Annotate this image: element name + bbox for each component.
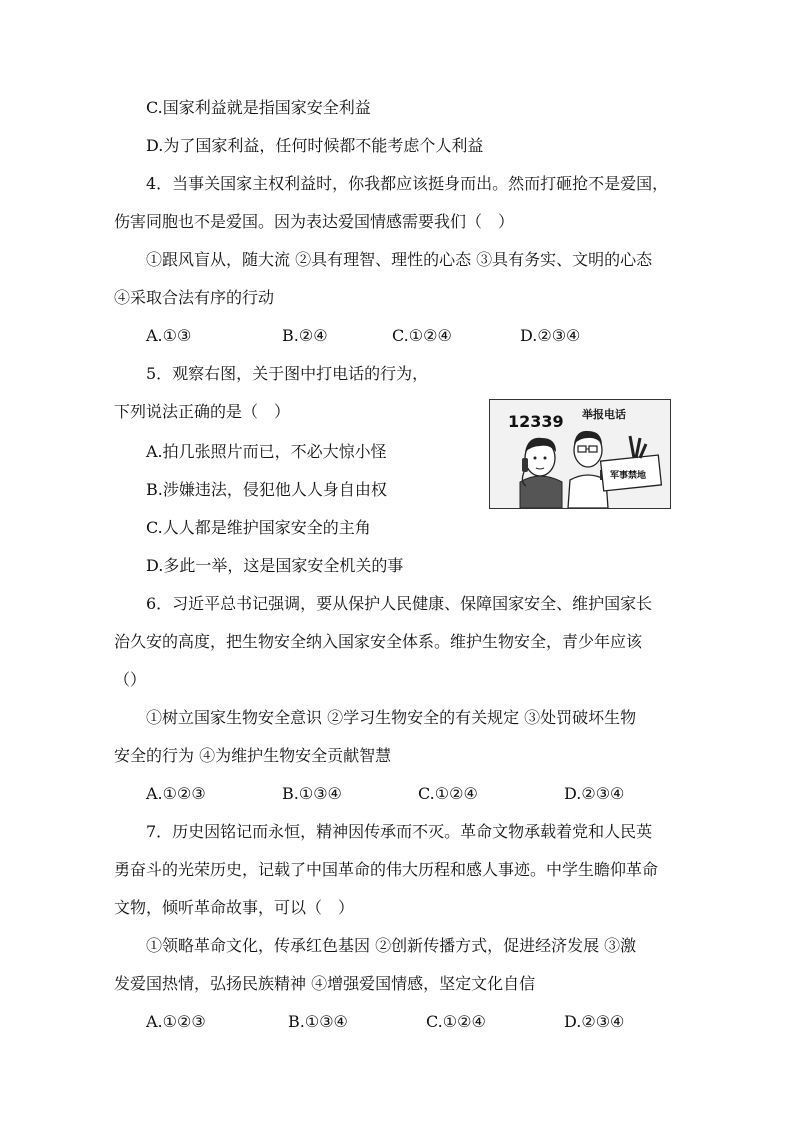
q7-items-line1: ①领略革命文化，传承红色基因 ②创新传播方式，促进经济发展 ③激 (146, 936, 637, 955)
q6-items-line2: 安全的行为 ④为维护生物安全贡献智慧 (114, 746, 392, 765)
q5-option-c: C.人人都是维护国家安全的主角 (146, 518, 371, 537)
figure-sign-label: 军事禁地 (610, 471, 647, 481)
q4-stem-line1: 4．当事关国家主权利益时，你我都应该挺身而出。然而打砸抢不是爱国， (146, 174, 669, 193)
q6-option-c: C.①②④ (418, 784, 478, 803)
q4-option-c: C.①②④ (392, 326, 452, 345)
q4-items-line2: ④采取合法有序的行动 (114, 288, 275, 307)
q4-stem-line2: 伤害同胞也不是爱国。因为表达爱国情感需要我们（ ） (114, 212, 515, 231)
q4-items-line1: ①跟风盲从，随大流 ②具有理智、理性的心态 ③具有务实、文明的心态 (146, 250, 653, 269)
figure-phone-number: 12339 (508, 412, 564, 431)
q6-option-a: A.①②③ (146, 784, 206, 803)
q6-stem-line3: （） (114, 670, 147, 689)
q5-option-d: D.多此一举，这是国家安全机关的事 (146, 556, 404, 575)
q7-stem-line2: 勇奋斗的光荣历史，记载了中国革命的伟大历程和感人事迹。中学生瞻仰革命 (114, 860, 659, 879)
q5-figure-cartoon (489, 399, 671, 509)
q7-option-d: D.②③④ (564, 1012, 625, 1031)
q6-option-b: B.①③④ (282, 784, 342, 803)
q6-stem-line1: 6．习近平总书记强调，要从保护人民健康、保障国家安全、维护国家长 (146, 594, 653, 613)
q7-option-a: A.①②③ (146, 1012, 206, 1031)
q7-option-c: C.①②④ (426, 1012, 486, 1031)
q4-option-d: D.②③④ (520, 326, 581, 345)
q3-option-c: C.国家利益就是指国家安全利益 (146, 98, 371, 117)
q5-option-a: A.拍几张照片而已，不必大惊小怪 (146, 442, 387, 461)
q5-option-b: B.涉嫌违法，侵犯他人人身自由权 (146, 480, 387, 499)
q7-stem-line3: 文物，倾听革命故事，可以（ ） (114, 898, 355, 917)
q7-option-b: B.①③④ (288, 1012, 348, 1031)
q5-stem-line1: 5．观察右图，关于图中打电话的行为， (146, 364, 429, 383)
q4-option-a: A.①③ (146, 326, 192, 345)
q6-stem-line2: 治久安的高度，把生物安全纳入国家安全体系。维护生物安全，青少年应该 (114, 632, 643, 651)
q7-items-line2: 发爱国热情，弘扬民族精神 ④增强爱国情感，坚定文化自信 (114, 974, 536, 993)
q4-option-b: B.②④ (282, 326, 328, 345)
q5-stem-line2: 下列说法正确的是（ ） (114, 402, 291, 421)
q6-option-d: D.②③④ (564, 784, 625, 803)
q6-items-line1: ①树立国家生物安全意识 ②学习生物安全的有关规定 ③处罚破坏生物 (146, 708, 637, 727)
q7-stem-line1: 7．历史因铭记而永恒，精神因传承而不灭。革命文物承载着党和人民英 (146, 822, 653, 841)
q3-option-d: D.为了国家利益，任何时候都不能考虑个人利益 (146, 136, 484, 155)
figure-hotline-label: 举报电话 (582, 408, 626, 421)
